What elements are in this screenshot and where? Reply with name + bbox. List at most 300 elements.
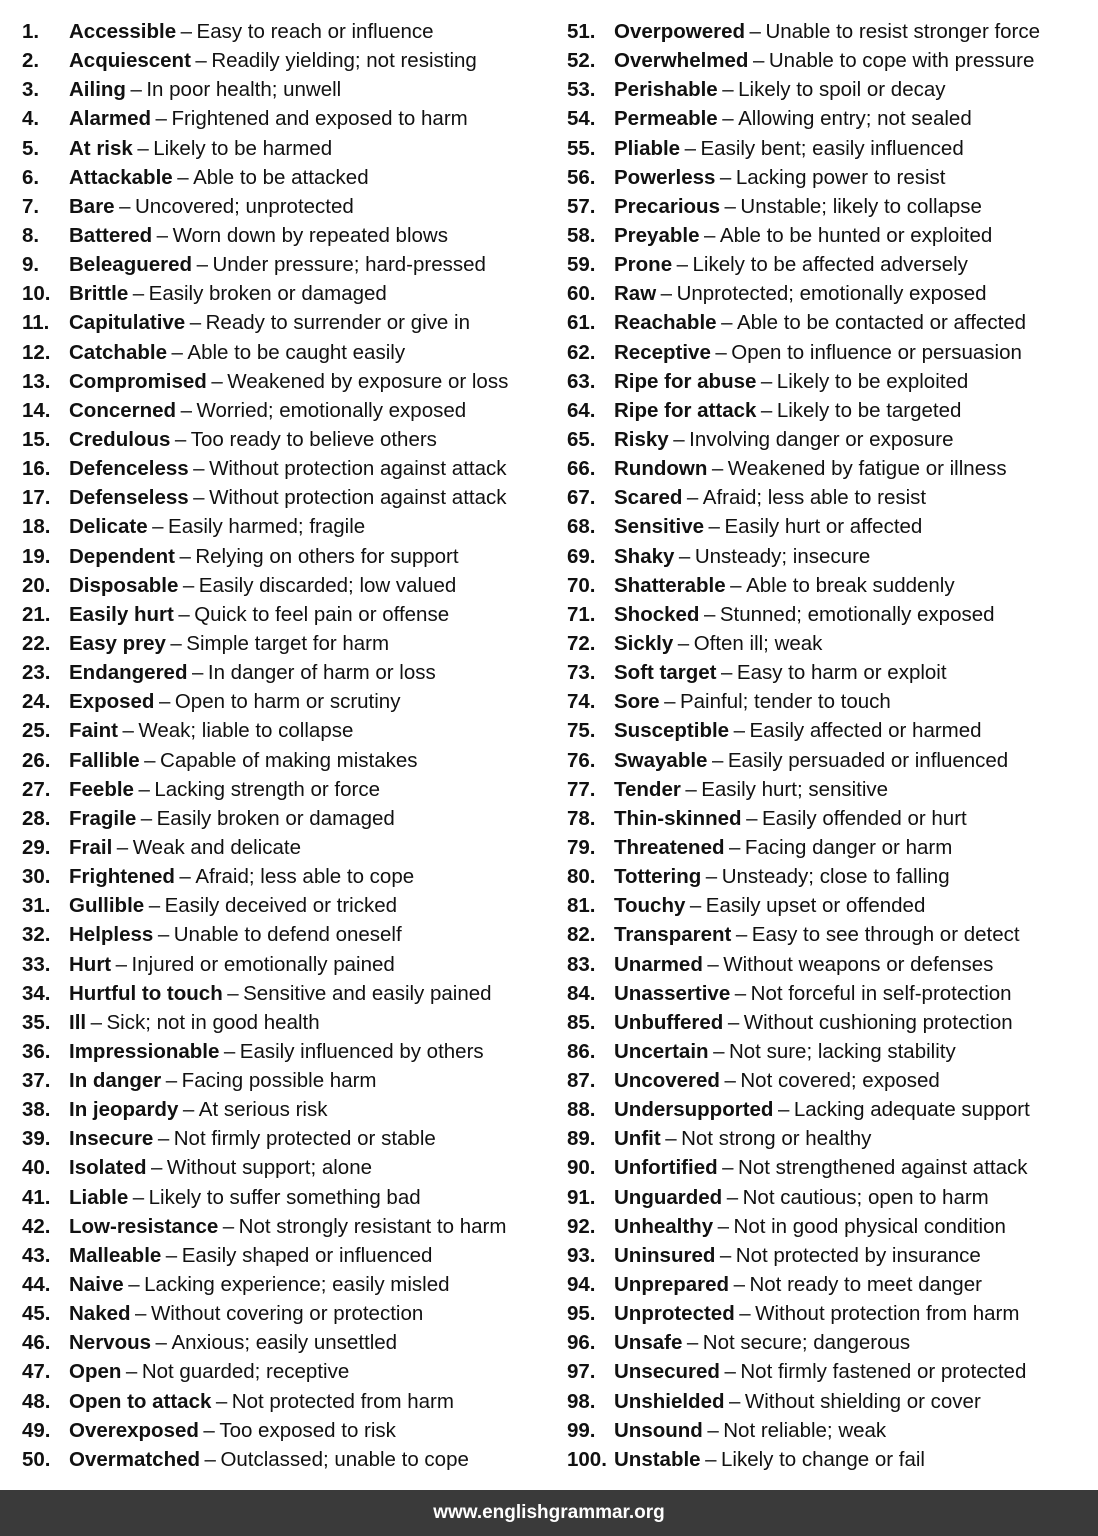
- item-separator: –: [204, 1447, 216, 1471]
- item-term: Open: [69, 1360, 122, 1384]
- item-number: 17.: [22, 486, 51, 510]
- item-text: [69, 891, 397, 920]
- item-separator: –: [715, 340, 727, 364]
- item-number: 4.: [22, 107, 40, 131]
- item-number: 65.: [567, 427, 596, 451]
- item-separator: –: [193, 457, 205, 481]
- item-number: 38.: [22, 1098, 51, 1122]
- item-definition: Easily offended or hurt: [761, 806, 967, 830]
- item-text: [69, 1183, 421, 1212]
- list-item: [567, 134, 1092, 163]
- item-text: [69, 862, 414, 891]
- item-separator: –: [711, 457, 724, 481]
- item-definition: Without support; alone: [166, 1156, 372, 1180]
- item-term: Open to attack: [69, 1389, 212, 1413]
- footer-url[interactable]: www.englishgrammar.org: [433, 1502, 665, 1523]
- item-separator: –: [721, 661, 733, 685]
- item-number: 50.: [22, 1447, 51, 1471]
- list-item: [567, 1328, 1092, 1357]
- item-separator: –: [195, 49, 207, 73]
- list-item: [567, 279, 1092, 308]
- item-text: [614, 775, 888, 804]
- item-number: 43.: [22, 1243, 51, 1267]
- item-definition: Readily yielding; not resisting: [211, 49, 477, 73]
- item-number: 14.: [22, 398, 51, 422]
- item-definition: Often ill; weak: [693, 631, 823, 655]
- item-definition: Unable to cope with pressure: [768, 49, 1035, 73]
- item-number: 44.: [22, 1273, 51, 1297]
- item-definition: Easily influenced by others: [239, 1039, 484, 1063]
- item-definition: Without covering or protection: [150, 1302, 424, 1326]
- item-number: 15.: [22, 427, 51, 451]
- item-text: [69, 1095, 328, 1124]
- item-text: [614, 75, 946, 104]
- item-separator: –: [678, 544, 691, 568]
- item-definition: Able to be hunted or exploited: [719, 223, 993, 247]
- item-number: 31.: [22, 894, 51, 918]
- item-separator: –: [180, 398, 192, 422]
- list-item: [22, 542, 552, 571]
- item-separator: –: [734, 981, 747, 1005]
- item-number: 78.: [567, 806, 596, 830]
- item-number: 98.: [567, 1389, 596, 1413]
- item-term: Receptive: [614, 340, 711, 364]
- item-term: Shaky: [614, 544, 675, 568]
- item-separator: –: [193, 486, 205, 510]
- item-separator: –: [733, 1273, 745, 1297]
- list-item: [22, 308, 552, 337]
- item-text: [614, 1357, 1026, 1386]
- item-separator: –: [222, 1214, 235, 1238]
- item-separator: –: [724, 1069, 736, 1093]
- item-term: Impressionable: [69, 1039, 220, 1063]
- item-number: 71.: [567, 602, 596, 626]
- item-term: Threatened: [614, 835, 725, 859]
- list-item: [567, 483, 1092, 512]
- item-term: Delicate: [69, 515, 148, 539]
- item-number: 96.: [567, 1331, 596, 1355]
- item-definition: Painful; tender to touch: [679, 690, 891, 714]
- item-number: 11.: [22, 311, 50, 335]
- item-text: [69, 1445, 469, 1474]
- item-term: Unprotected: [614, 1302, 735, 1326]
- list-item: [567, 950, 1092, 979]
- item-text: [69, 1212, 506, 1241]
- item-separator: –: [685, 777, 697, 801]
- list-item: [567, 600, 1092, 629]
- item-text: [614, 279, 987, 308]
- list-item: [22, 775, 552, 804]
- item-definition: Able to break suddenly: [746, 573, 955, 597]
- list-item: [567, 1357, 1092, 1386]
- item-term: Ailing: [69, 78, 126, 102]
- item-separator: –: [729, 835, 741, 859]
- list-item: [22, 1357, 552, 1386]
- item-separator: –: [705, 1447, 717, 1471]
- item-number: 54.: [567, 107, 596, 131]
- item-separator: –: [215, 1389, 228, 1413]
- item-term: Hurt: [69, 952, 112, 976]
- item-number: 56.: [567, 165, 596, 189]
- item-definition: Easily harmed; fragile: [168, 515, 366, 539]
- item-term: Unsecured: [614, 1360, 720, 1384]
- item-term: Tender: [614, 777, 681, 801]
- list-item: [567, 716, 1092, 745]
- item-number: 37.: [22, 1069, 51, 1093]
- item-separator: –: [152, 515, 164, 539]
- item-term: Undersupported: [614, 1098, 774, 1122]
- item-definition: Likely to spoil or decay: [738, 78, 946, 102]
- item-term: Overexposed: [69, 1418, 199, 1442]
- item-number: 64.: [567, 398, 596, 422]
- item-term: Risky: [614, 427, 669, 451]
- item-term: Frightened: [69, 865, 175, 889]
- item-definition: Facing possible harm: [181, 1069, 377, 1093]
- item-text: [614, 367, 968, 396]
- item-separator: –: [717, 1214, 730, 1238]
- item-text: [614, 920, 1020, 949]
- item-term: Faint: [69, 719, 118, 743]
- item-number: 66.: [567, 457, 596, 481]
- item-definition: Lacking adequate support: [793, 1098, 1030, 1122]
- item-definition: Easily upset or offended: [705, 894, 926, 918]
- item-separator: –: [686, 486, 699, 510]
- item-text: [614, 396, 961, 425]
- item-number: 33.: [22, 952, 51, 976]
- list-item: [22, 1445, 552, 1474]
- list-item: [567, 629, 1092, 658]
- item-separator: –: [686, 1331, 699, 1355]
- item-separator: –: [158, 690, 171, 714]
- item-number: 93.: [567, 1243, 596, 1267]
- item-separator: –: [708, 515, 720, 539]
- item-separator: –: [707, 952, 719, 976]
- item-definition: Open to influence or persuasion: [731, 340, 1022, 364]
- item-term: Compromised: [69, 369, 207, 393]
- item-term: Unsafe: [614, 1331, 683, 1355]
- item-separator: –: [703, 223, 716, 247]
- item-separator: –: [119, 194, 131, 218]
- item-definition: Stunned; emotionally exposed: [719, 602, 995, 626]
- list-item: [22, 629, 552, 658]
- item-text: [614, 571, 955, 600]
- item-term: Defenceless: [69, 457, 189, 481]
- item-text: [614, 221, 992, 250]
- item-definition: Lacking experience; easily misled: [144, 1273, 450, 1297]
- item-text: [69, 629, 389, 658]
- item-number: 80.: [567, 865, 596, 889]
- item-separator: –: [676, 253, 689, 277]
- item-definition: Not cautious; open to harm: [742, 1185, 989, 1209]
- list-item: [22, 367, 552, 396]
- list-item: [22, 950, 552, 979]
- item-text: [69, 483, 507, 512]
- list-item: [22, 279, 552, 308]
- item-number: 88.: [567, 1098, 596, 1122]
- list-item: [22, 512, 552, 541]
- list-item: [567, 454, 1092, 483]
- item-definition: Uncovered; unprotected: [135, 194, 354, 218]
- item-number: 94.: [567, 1273, 596, 1297]
- list-item: [22, 1328, 552, 1357]
- item-number: 58.: [567, 223, 596, 247]
- item-number: 59.: [567, 253, 596, 277]
- list-item: [22, 1299, 552, 1328]
- item-separator: –: [660, 282, 673, 306]
- item-number: 87.: [567, 1069, 596, 1093]
- item-separator: –: [155, 1331, 167, 1355]
- item-separator: –: [733, 719, 745, 743]
- list-item: [22, 1066, 552, 1095]
- item-separator: –: [760, 369, 773, 393]
- list-item: [567, 1241, 1092, 1270]
- item-number: 95.: [567, 1302, 596, 1326]
- item-definition: Not ready to meet danger: [749, 1273, 982, 1297]
- item-text: [614, 1241, 981, 1270]
- item-separator: –: [752, 49, 765, 73]
- item-separator: –: [211, 369, 223, 393]
- item-definition: Afraid; less able to resist: [702, 486, 927, 510]
- item-separator: –: [130, 78, 142, 102]
- item-definition: Not secure; dangerous: [702, 1331, 911, 1355]
- list-item: [567, 920, 1092, 949]
- item-text: [69, 75, 341, 104]
- item-number: 76.: [567, 748, 596, 772]
- item-number: 99.: [567, 1418, 596, 1442]
- list-item: [22, 746, 552, 775]
- item-term: Low-resistance: [69, 1214, 219, 1238]
- item-text: [614, 542, 870, 571]
- item-text: [614, 1387, 981, 1416]
- item-separator: –: [155, 107, 167, 131]
- list-item: [22, 483, 552, 512]
- item-separator: –: [749, 20, 761, 43]
- item-separator: –: [122, 719, 134, 743]
- list-item: [567, 396, 1092, 425]
- list-item: [22, 46, 552, 75]
- item-separator: –: [735, 923, 748, 947]
- list-item: [567, 775, 1092, 804]
- item-separator: –: [170, 631, 182, 655]
- item-definition: Capable of making mistakes: [160, 748, 418, 772]
- item-definition: Likely to suffer something bad: [148, 1185, 421, 1209]
- item-text: [614, 862, 950, 891]
- list-item: [567, 571, 1092, 600]
- list-item: [22, 338, 552, 367]
- item-definition: Easily affected or harmed: [749, 719, 982, 743]
- item-separator: –: [722, 1156, 734, 1180]
- item-term: Scared: [614, 486, 683, 510]
- item-number: 39.: [22, 1127, 51, 1151]
- list-item: [567, 804, 1092, 833]
- item-term: Sore: [614, 690, 660, 714]
- item-separator: –: [165, 1243, 178, 1267]
- item-separator: –: [707, 1418, 719, 1442]
- item-term: Raw: [614, 282, 657, 306]
- item-text: [69, 571, 456, 600]
- item-text: [69, 17, 434, 46]
- item-definition: Easily shaped or influenced: [181, 1243, 433, 1267]
- item-text: [614, 308, 1026, 337]
- item-definition: Easily bent; easily influenced: [700, 136, 964, 160]
- item-definition: Weakened by fatigue or illness: [727, 457, 1007, 481]
- list-item: [567, 1270, 1092, 1299]
- item-text: [69, 1124, 436, 1153]
- item-text: [69, 542, 459, 571]
- item-separator: –: [703, 602, 716, 626]
- item-definition: Easily broken or damaged: [148, 282, 387, 306]
- item-definition: Weak and delicate: [132, 835, 301, 859]
- item-term: Overpowered: [614, 20, 746, 43]
- item-text: [69, 950, 395, 979]
- item-definition: Not sure; lacking stability: [728, 1039, 956, 1063]
- list-item: [567, 979, 1092, 1008]
- item-number: 32.: [22, 923, 51, 947]
- item-definition: Not forceful in self-protection: [750, 981, 1012, 1005]
- item-text: [69, 658, 436, 687]
- item-separator: –: [132, 282, 145, 306]
- item-number: 28.: [22, 806, 51, 830]
- item-definition: Without protection against attack: [209, 486, 507, 510]
- item-number: 55.: [567, 136, 596, 160]
- item-number: 13.: [22, 369, 51, 393]
- item-number: 73.: [567, 661, 596, 685]
- item-separator: –: [665, 1127, 677, 1151]
- item-text: [69, 746, 418, 775]
- item-number: 46.: [22, 1331, 51, 1355]
- item-text: [69, 221, 448, 250]
- list-item: [567, 192, 1092, 221]
- item-separator: –: [157, 923, 170, 947]
- item-term: Precarious: [614, 194, 720, 218]
- item-number: 53.: [567, 78, 596, 102]
- item-term: Capitulative: [69, 311, 186, 335]
- item-term: Shocked: [614, 602, 700, 626]
- item-number: 49.: [22, 1418, 51, 1442]
- item-definition: Easily broken or damaged: [156, 806, 395, 830]
- item-definition: Quick to feel pain or offense: [194, 602, 450, 626]
- item-text: [69, 804, 395, 833]
- item-separator: –: [729, 1389, 741, 1413]
- item-number: 72.: [567, 631, 596, 655]
- list-item: [567, 17, 1092, 46]
- item-definition: Without protection against attack: [209, 457, 507, 481]
- item-separator: –: [138, 777, 150, 801]
- item-text: [69, 1037, 484, 1066]
- item-text: [614, 1008, 1013, 1037]
- item-number: 84.: [567, 981, 596, 1005]
- item-term: Susceptible: [614, 719, 730, 743]
- item-separator: –: [705, 865, 718, 889]
- word-list-right-column: [567, 17, 1092, 1474]
- item-definition: Easily hurt; sensitive: [701, 777, 889, 801]
- item-definition: Not firmly protected or stable: [173, 1127, 436, 1151]
- item-text: [614, 1095, 1030, 1124]
- item-separator: –: [664, 690, 676, 714]
- item-text: [69, 512, 365, 541]
- item-separator: –: [777, 1098, 790, 1122]
- item-number: 26.: [22, 748, 51, 772]
- item-definition: Facing danger or harm: [744, 835, 953, 859]
- list-item: [22, 17, 552, 46]
- item-term: Unprepared: [614, 1273, 730, 1297]
- list-item: [22, 1183, 552, 1212]
- item-number: 6.: [22, 165, 40, 189]
- item-number: 42.: [22, 1214, 51, 1238]
- item-text: [614, 1299, 1019, 1328]
- list-item: [567, 687, 1092, 716]
- item-text: [69, 134, 332, 163]
- item-text: [69, 104, 468, 133]
- item-term: Concerned: [69, 398, 177, 422]
- item-definition: Not guarded; receptive: [141, 1360, 350, 1384]
- item-number: 60.: [567, 282, 596, 306]
- list-item: [22, 804, 552, 833]
- item-definition: Without protection from harm: [755, 1302, 1020, 1326]
- item-term: Preyable: [614, 223, 700, 247]
- item-separator: –: [722, 78, 734, 102]
- item-separator: –: [177, 165, 189, 189]
- item-definition: In danger of harm or loss: [207, 661, 436, 685]
- item-term: Isolated: [69, 1156, 147, 1180]
- item-separator: –: [689, 894, 702, 918]
- list-item: [22, 1153, 552, 1182]
- item-term: Unhealthy: [614, 1214, 714, 1238]
- item-number: 68.: [567, 515, 596, 539]
- item-text: [69, 1357, 349, 1386]
- item-term: Hurtful to touch: [69, 981, 223, 1005]
- item-separator: –: [739, 1302, 751, 1326]
- list-item: [567, 221, 1092, 250]
- item-definition: Easily deceived or tricked: [164, 894, 398, 918]
- item-number: 51.: [567, 20, 596, 43]
- item-separator: –: [156, 223, 169, 247]
- item-term: Touchy: [614, 894, 686, 918]
- item-definition: Afraid; less able to cope: [195, 865, 415, 889]
- item-text: [69, 1270, 450, 1299]
- item-term: Uncertain: [614, 1039, 709, 1063]
- item-term: Unsound: [614, 1418, 703, 1442]
- item-text: [69, 367, 508, 396]
- item-definition: Weak; liable to collapse: [138, 719, 354, 743]
- item-definition: Likely to be targeted: [776, 398, 962, 422]
- item-term: Naive: [69, 1273, 124, 1297]
- item-definition: Easy to harm or exploit: [736, 661, 947, 685]
- item-number: 24.: [22, 690, 51, 714]
- item-number: 97.: [567, 1360, 596, 1384]
- item-term: Attackable: [69, 165, 173, 189]
- item-term: Naked: [69, 1302, 131, 1326]
- item-number: 52.: [567, 49, 596, 73]
- item-number: 27.: [22, 777, 51, 801]
- item-text: [614, 17, 1040, 46]
- item-number: 19.: [22, 544, 51, 568]
- item-definition: At serious risk: [198, 1098, 328, 1122]
- item-text: [69, 979, 492, 1008]
- list-item: [567, 862, 1092, 891]
- item-number: 92.: [567, 1214, 596, 1238]
- item-definition: Able to be attacked: [193, 165, 369, 189]
- list-item: [567, 833, 1092, 862]
- item-separator: –: [140, 806, 153, 830]
- list-item: [567, 891, 1092, 920]
- item-definition: Too exposed to risk: [219, 1418, 396, 1442]
- item-definition: Worn down by repeated blows: [172, 223, 448, 247]
- list-item: [22, 571, 552, 600]
- item-text: [614, 1212, 1006, 1241]
- item-term: Uninsured: [614, 1243, 716, 1267]
- item-separator: –: [724, 1360, 736, 1384]
